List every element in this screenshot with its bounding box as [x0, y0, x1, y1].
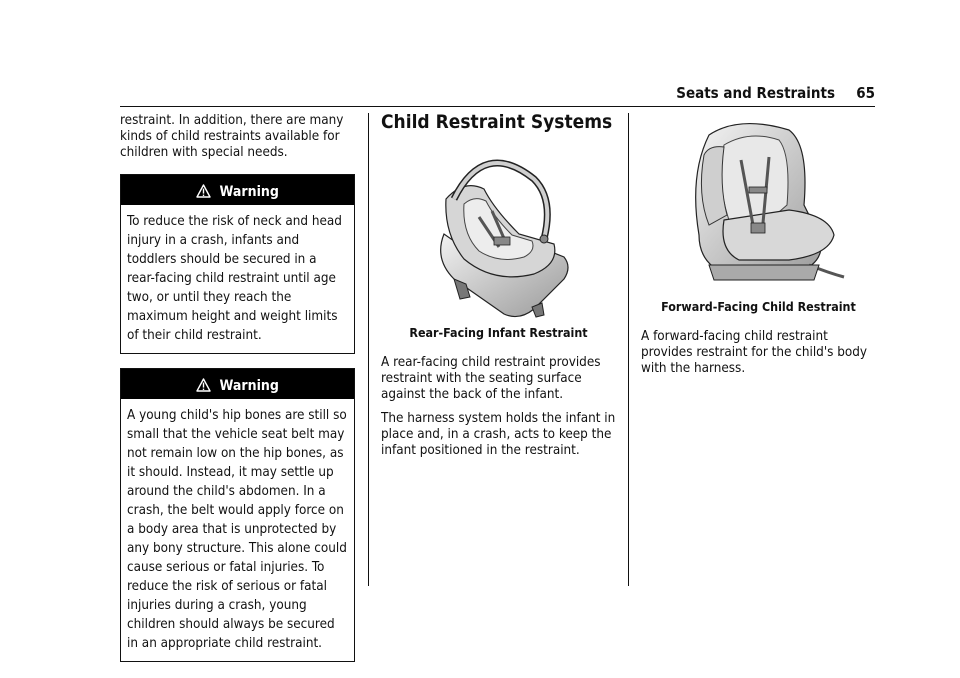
- forward-facing-child-seat-illustration: [669, 115, 849, 285]
- warning-text: A young child's hip bones are still so small that the vehicle seat belt may not remain low on the hip bones, as it should. Instead, it may settle up around the child's abdomen. In a crash, the belt would apply force on a body area that is unprotected by any bony structure. This alone could cause serious or fatal injuries. To reduce the risk of serious or fatal injuries during a crash, young children should always be secured in an appropriate child restraint.: [127, 408, 347, 651]
- figure-caption: Forward-Facing Child Restraint: [661, 299, 856, 314]
- body-paragraph: The harness system holds the infant in place and, in a crash, acts to keep the infant positioned in the restraint.: [381, 411, 616, 458]
- column-3: [641, 113, 876, 385]
- running-header: [120, 84, 875, 107]
- figure-caption: Rear-Facing Infant Restraint: [409, 325, 588, 340]
- column-divider: [628, 113, 629, 586]
- intro-paragraph: restraint. In addition, there are many kinds of child restraints available for children with special needs.: [120, 113, 344, 160]
- section-title: Seats and Restraints: [676, 84, 835, 102]
- warning-text: To reduce the risk of neck and head injury in a crash, infants and toddlers should be secured in a rear-facing child restraint until age two, or until they reach the maximum height and weight limits of their child restraint.: [127, 214, 342, 343]
- warning-title: Warning: [219, 184, 279, 200]
- page-number: 65: [856, 84, 875, 102]
- warning-title: Warning: [219, 378, 279, 394]
- rear-facing-infant-seat-illustration: [424, 139, 574, 319]
- warning-header: [121, 369, 354, 399]
- column-2: [381, 113, 616, 467]
- column-divider: [368, 113, 369, 586]
- body-paragraph: A rear-facing child restraint provides restraint with the seating surface against the back of the infant.: [381, 355, 601, 402]
- warning-box: [120, 368, 355, 662]
- body-paragraph: A forward-facing child restraint provides restraint for the child's body with the harness.: [641, 329, 868, 376]
- section-heading: Child Restraint Systems: [381, 111, 613, 133]
- warning-triangle-icon: [196, 378, 211, 392]
- warning-triangle-icon: [196, 184, 211, 198]
- column-1: [120, 113, 355, 662]
- warning-box: [120, 174, 355, 354]
- warning-header: [121, 175, 354, 205]
